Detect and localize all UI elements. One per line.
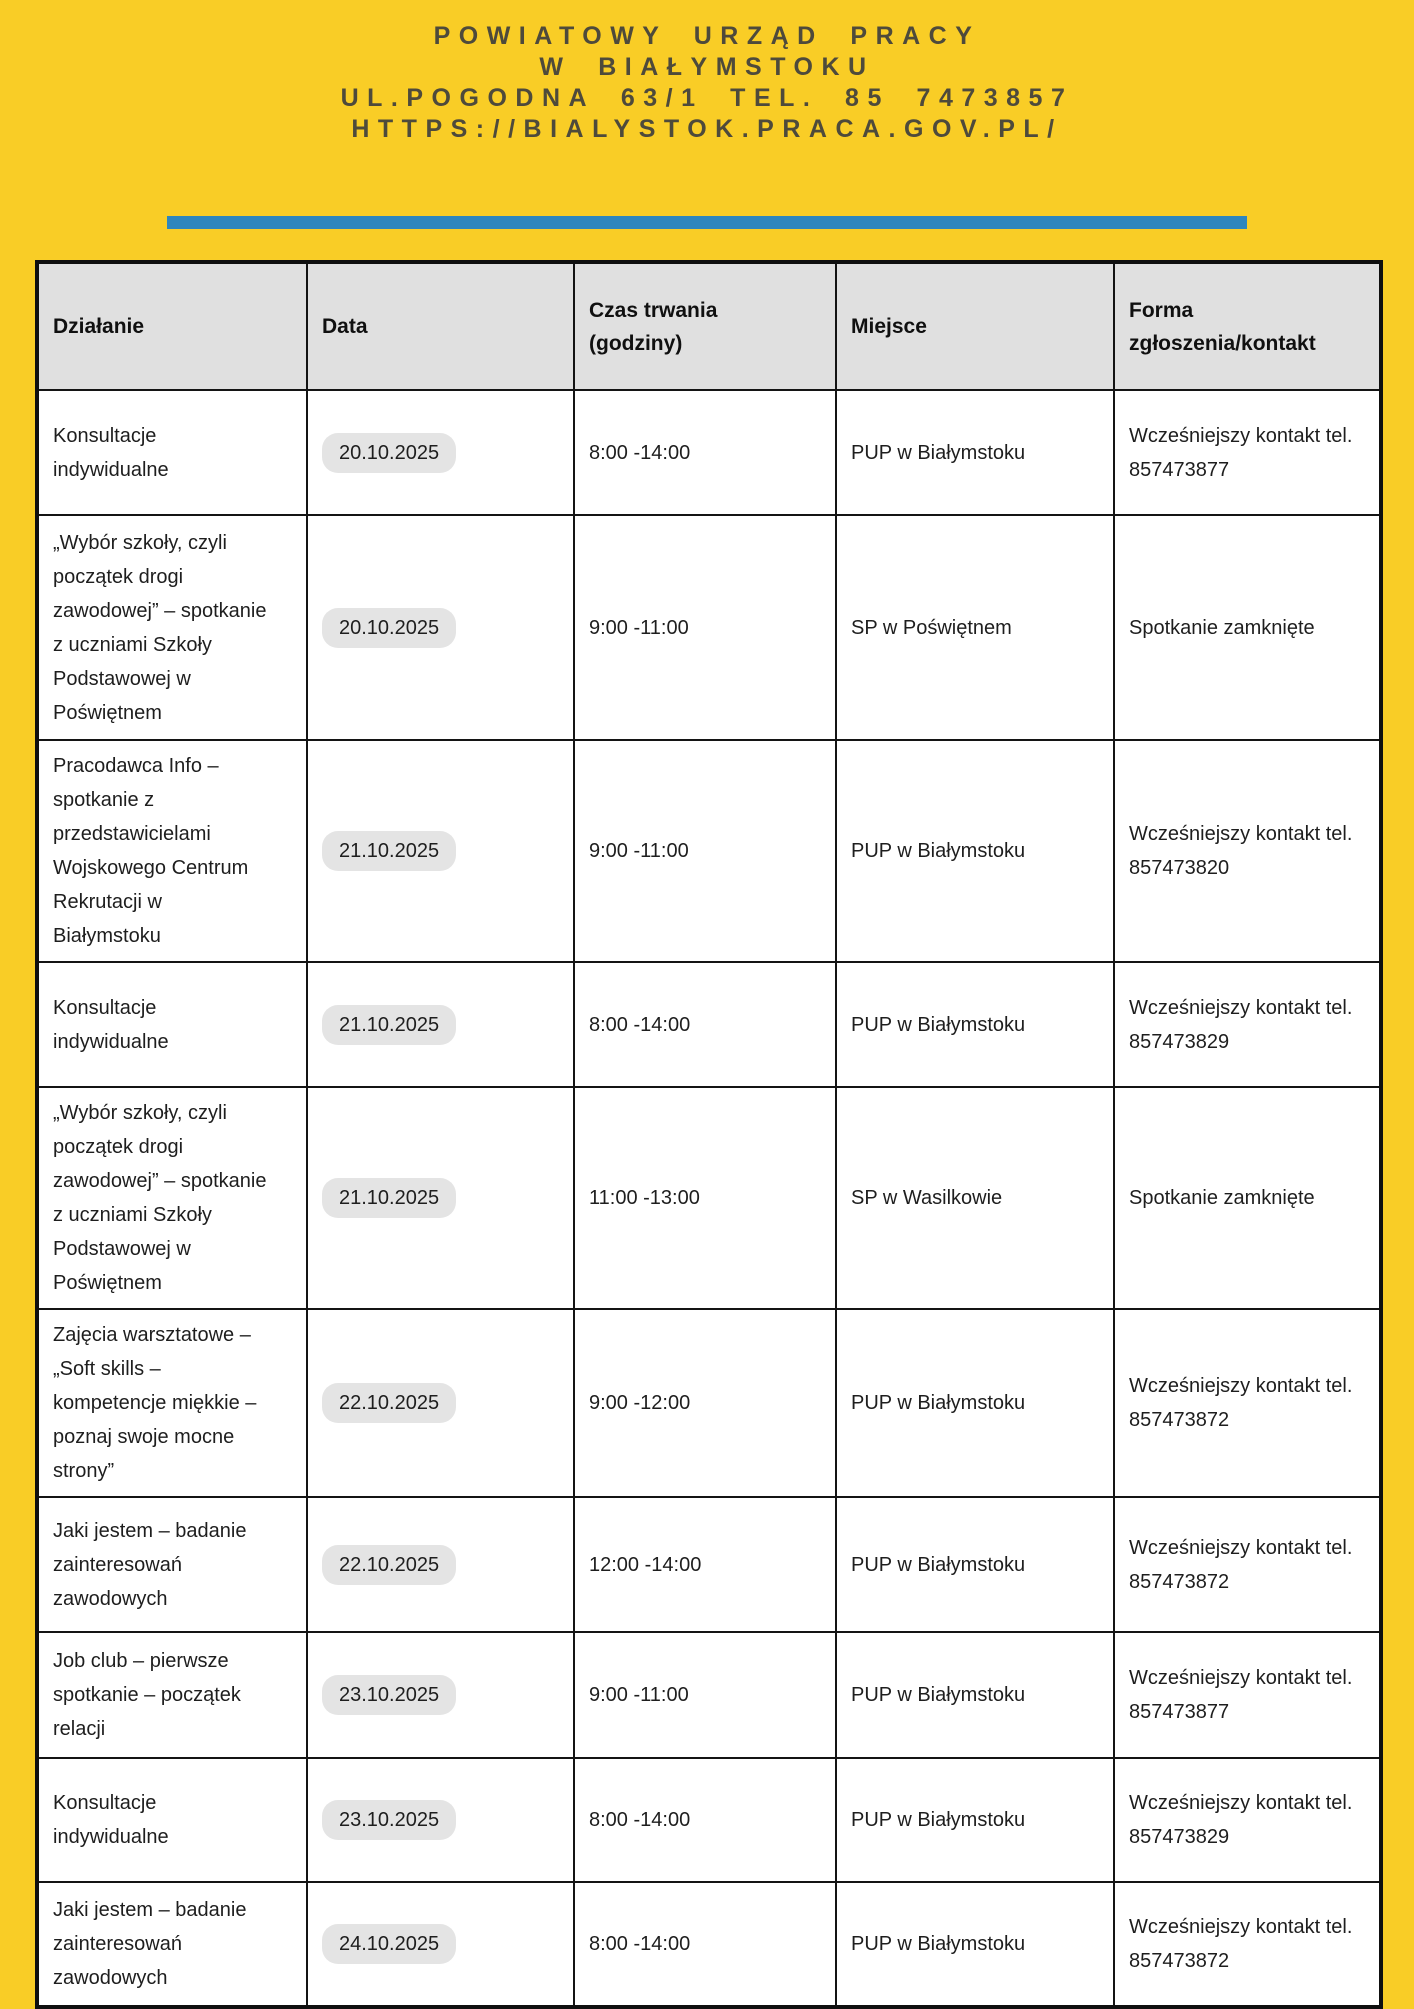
time-cell: 9:00 -12:00 <box>574 1309 836 1497</box>
letterhead-line-address: UL.POGODNA 63/1 TEL. 85 7473857 <box>340 84 1074 112</box>
contact-cell <box>1114 1632 1381 1758</box>
contact-text: Wcześniejszy kontakt tel. 857473872 <box>1129 1536 1353 1593</box>
date-cell <box>307 1497 574 1632</box>
column-header-activity-label: Działanie <box>53 315 145 338</box>
date-cell <box>307 390 574 515</box>
contact-text: Wcześniejszy kontakt tel. 857473872 <box>1129 1916 1353 1972</box>
column-header-duration <box>574 262 836 390</box>
place-cell: PUP w Białymstoku <box>836 390 1114 515</box>
table-header-row <box>37 262 1381 390</box>
contact-text: Wcześniejszy kontakt tel. 857473877 <box>1129 1667 1353 1723</box>
time-cell: 9:00 -11:00 <box>574 515 836 740</box>
activity-text: „Wybór szkoły, czyli początek drogi zawodowej” – spotkanie z uczniami Szkoły Podstawowej w Poświętnem <box>53 531 267 724</box>
contact-cell <box>1114 1497 1381 1632</box>
column-header-date-label: Data <box>322 315 368 338</box>
date-badge: 22.10.2025 <box>322 1545 456 1585</box>
schedule-table-wrapper <box>35 260 1379 2009</box>
time-cell: 11:00 -13:00 <box>574 1087 836 1309</box>
contact-cell <box>1114 390 1381 515</box>
column-header-activity <box>37 262 307 390</box>
date-cell <box>307 515 574 740</box>
date-badge: 24.10.2025 <box>322 1924 456 1964</box>
activity-text: Pracodawca Info – spotkanie z przedstawicielami Wojskowego Centrum Rekrutacji w Białymstoku <box>53 755 249 947</box>
contact-text: Wcześniejszy kontakt tel. 857473829 <box>1129 996 1353 1053</box>
place-cell: PUP w Białymstoku <box>836 1632 1114 1758</box>
place-cell: PUP w Białymstoku <box>836 1497 1114 1632</box>
contact-cell <box>1114 1882 1381 2007</box>
date-cell <box>307 1632 574 1758</box>
table-row <box>37 962 1381 1087</box>
contact-text: Wcześniejszy kontakt tel. 857473872 <box>1129 1375 1353 1431</box>
time-cell: 9:00 -11:00 <box>574 740 836 962</box>
place-cell: PUP w Białymstoku <box>836 740 1114 962</box>
date-cell <box>307 962 574 1087</box>
table-row <box>37 1497 1381 1632</box>
table-row <box>37 515 1381 740</box>
table-row <box>37 1087 1381 1309</box>
table-row <box>37 740 1381 962</box>
date-cell <box>307 1309 574 1497</box>
contact-cell <box>1114 1309 1381 1497</box>
place-cell: SP w Wasilkowie <box>836 1087 1114 1309</box>
date-cell <box>307 1882 574 2007</box>
contact-text: Wcześniejszy kontakt tel. 857473877 <box>1129 424 1353 481</box>
place-cell: PUP w Białymstoku <box>836 962 1114 1087</box>
time-cell: 8:00 -14:00 <box>574 962 836 1087</box>
column-header-date <box>307 262 574 390</box>
date-badge: 23.10.2025 <box>322 1800 456 1840</box>
activity-cell <box>37 1632 307 1758</box>
contact-cell <box>1114 1758 1381 1882</box>
activity-cell <box>37 1758 307 1882</box>
place-cell: SP w Poświętnem <box>836 515 1114 740</box>
activity-text: Konsultacje indywidualne <box>53 1792 169 1848</box>
activity-text: Jaki jestem – badanie zainteresowań zawodowych <box>53 1899 247 1989</box>
letterhead <box>0 0 1414 145</box>
table-row <box>37 1309 1381 1497</box>
contact-text: Wcześniejszy kontakt tel. 857473829 <box>1129 1792 1353 1848</box>
activity-cell <box>37 1087 307 1309</box>
table-row <box>37 1758 1381 1882</box>
date-cell <box>307 740 574 962</box>
contact-cell <box>1114 740 1381 962</box>
activity-cell <box>37 740 307 962</box>
date-cell <box>307 1087 574 1309</box>
activity-text: Konsultacje indywidualne <box>53 424 169 481</box>
date-badge: 21.10.2025 <box>322 831 456 871</box>
activity-cell <box>37 390 307 515</box>
activity-text: Jaki jestem – badanie zainteresowań zawodowych <box>53 1519 247 1610</box>
date-badge: 20.10.2025 <box>322 433 456 473</box>
time-cell: 8:00 -14:00 <box>574 390 836 515</box>
activity-text: „Wybór szkoły, czyli początek drogi zawodowej” – spotkanie z uczniami Szkoły Podstawowej w Poświętnem <box>53 1102 267 1294</box>
column-header-duration-label: Czas trwania (godziny) <box>589 298 718 355</box>
date-badge: 20.10.2025 <box>322 608 456 648</box>
accent-bar-divider <box>167 216 1247 229</box>
column-header-contact-label: Forma zgłoszenia/kontakt <box>1129 298 1316 355</box>
activity-cell <box>37 962 307 1087</box>
activity-cell <box>37 1882 307 2007</box>
activity-text: Konsultacje indywidualne <box>53 996 169 1053</box>
column-header-place-label: Miejsce <box>851 315 927 338</box>
time-cell: 12:00 -14:00 <box>574 1497 836 1632</box>
activity-text: Job club – pierwsze spotkanie – początek relacji <box>53 1650 241 1740</box>
activity-text: Zajęcia warsztatowe – „Soft skills – kompetencje miękkie – poznaj swoje mocne strony” <box>53 1324 257 1482</box>
letterhead-line-org: POWIATOWY URZĄD PRACY <box>433 22 981 50</box>
contact-cell <box>1114 962 1381 1087</box>
date-cell <box>307 1758 574 1882</box>
table-row <box>37 1632 1381 1758</box>
time-cell: 8:00 -14:00 <box>574 1758 836 1882</box>
letterhead-line-url: HTTPS://BIALYSTOK.PRACA.GOV.PL/ <box>351 115 1063 143</box>
date-badge: 23.10.2025 <box>322 1675 456 1715</box>
column-header-contact <box>1114 262 1381 390</box>
letterhead-line-city: W BIAŁYMSTOKU <box>539 53 875 81</box>
date-badge: 21.10.2025 <box>322 1178 456 1218</box>
contact-cell <box>1114 1087 1381 1309</box>
contact-text: Spotkanie zamknięte <box>1129 1187 1315 1209</box>
time-cell: 8:00 -14:00 <box>574 1882 836 2007</box>
activity-cell <box>37 1497 307 1632</box>
contact-text: Wcześniejszy kontakt tel. 857473820 <box>1129 823 1353 879</box>
date-badge: 21.10.2025 <box>322 1005 456 1045</box>
time-cell: 9:00 -11:00 <box>574 1632 836 1758</box>
table-row <box>37 390 1381 515</box>
contact-text: Spotkanie zamknięte <box>1129 616 1315 639</box>
contact-cell <box>1114 515 1381 740</box>
activity-cell <box>37 1309 307 1497</box>
activity-cell <box>37 515 307 740</box>
place-cell: PUP w Białymstoku <box>836 1882 1114 2007</box>
column-header-place <box>836 262 1114 390</box>
table-row <box>37 1882 1381 2007</box>
date-badge: 22.10.2025 <box>322 1383 456 1423</box>
place-cell: PUP w Białymstoku <box>836 1758 1114 1882</box>
place-cell: PUP w Białymstoku <box>836 1309 1114 1497</box>
schedule-table <box>35 260 1383 2009</box>
